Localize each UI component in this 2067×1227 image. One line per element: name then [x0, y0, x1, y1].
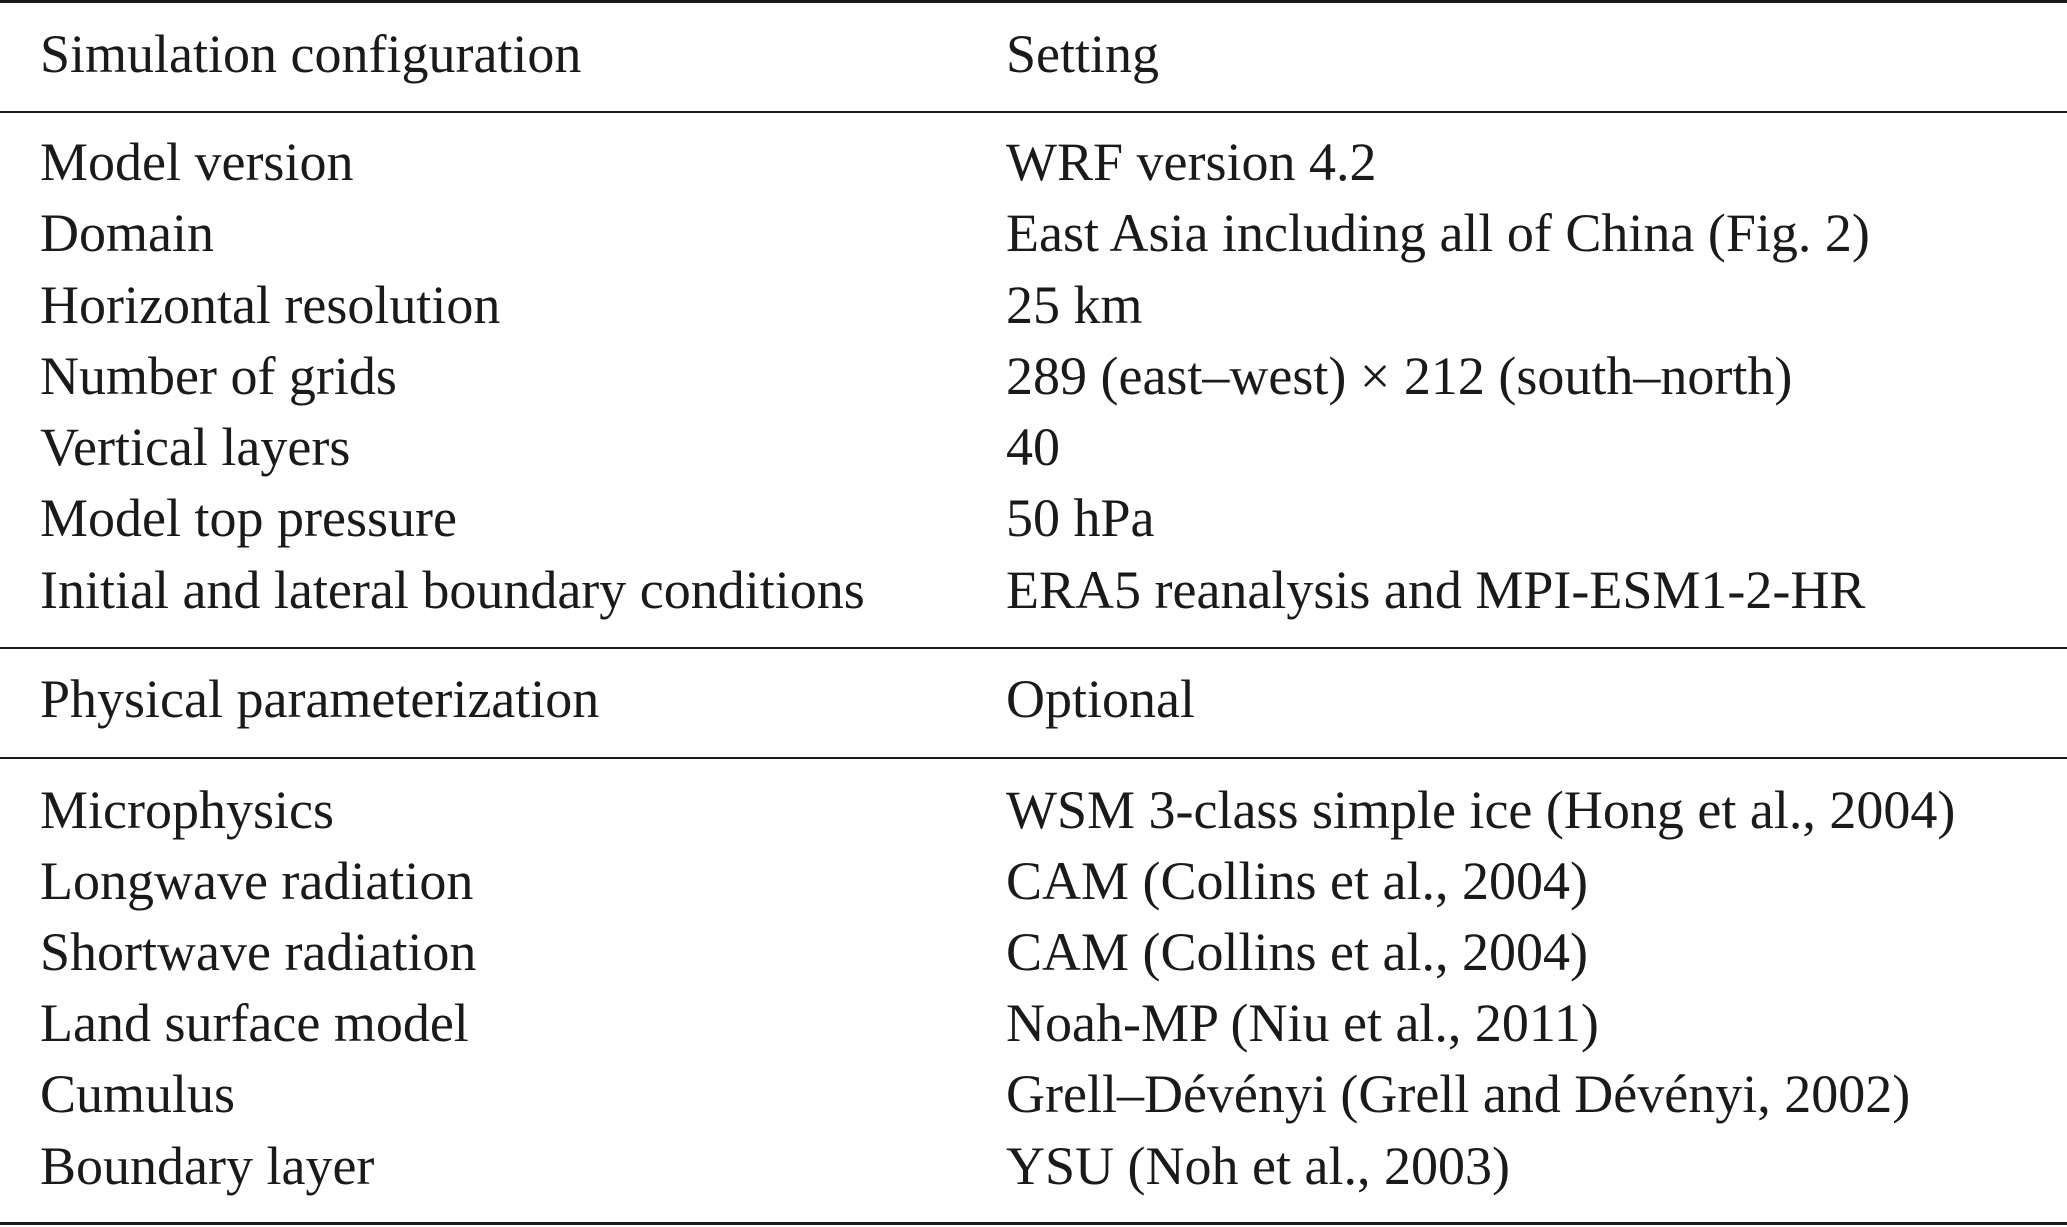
row-value: 25 km — [1006, 275, 1143, 335]
table-row — [0, 341, 2067, 412]
row-value: CAM (Collins et al., 2004) — [1006, 922, 1588, 982]
row-value: ERA5 reanalysis and MPI-ESM1-2-HR — [1006, 560, 1866, 620]
row-value: Noah-MP (Niu et al., 2011) — [1006, 993, 1599, 1053]
header-setting: Setting — [1006, 24, 1160, 84]
table-row — [0, 775, 2067, 846]
row-value: WRF version 4.2 — [1006, 132, 1377, 192]
row-label: Vertical layers — [40, 417, 351, 477]
bottom-rule — [0, 1222, 2067, 1225]
row-value: Grell–Dévényi (Grell and Dévényi, 2002) — [1006, 1064, 1911, 1124]
table-row — [0, 846, 2067, 917]
header1-rule — [0, 111, 2067, 113]
header-simulation-configuration: Simulation configuration — [40, 24, 582, 84]
table-row — [0, 483, 2067, 554]
header-row-physical — [0, 664, 2067, 735]
row-value: East Asia including all of China (Fig. 2) — [1006, 203, 1870, 263]
row-label: Longwave radiation — [40, 851, 474, 911]
header-row-simulation — [0, 19, 2067, 90]
table-row — [0, 555, 2067, 626]
table-row — [0, 1131, 2067, 1202]
row-label: Microphysics — [40, 780, 334, 840]
header-optional: Optional — [1006, 669, 1195, 729]
row-label: Shortwave radiation — [40, 922, 477, 982]
row-value: 289 (east–west) × 212 (south–north) — [1006, 346, 1793, 406]
table-row — [0, 412, 2067, 483]
row-label: Model version — [40, 132, 354, 192]
row-value: CAM (Collins et al., 2004) — [1006, 851, 1588, 911]
row-label: Initial and lateral boundary conditions — [40, 560, 865, 620]
section-divider-rule — [0, 647, 2067, 649]
row-value: 50 hPa — [1006, 488, 1155, 548]
table-row — [0, 198, 2067, 269]
top-rule — [0, 0, 2067, 3]
row-label: Domain — [40, 203, 214, 263]
header2-rule — [0, 757, 2067, 759]
row-value: WSM 3-class simple ice (Hong et al., 2004) — [1006, 780, 1956, 840]
row-label: Land surface model — [40, 993, 469, 1053]
row-value: 40 — [1006, 417, 1060, 477]
row-label: Model top pressure — [40, 488, 457, 548]
table-row — [0, 917, 2067, 988]
row-label: Cumulus — [40, 1064, 236, 1124]
row-label: Horizontal resolution — [40, 275, 501, 335]
header-physical-parameterization: Physical parameterization — [40, 669, 600, 729]
row-label: Boundary layer — [40, 1136, 375, 1196]
table-row — [0, 127, 2067, 198]
table-row — [0, 1059, 2067, 1130]
row-value: YSU (Noh et al., 2003) — [1006, 1136, 1510, 1196]
table-row — [0, 988, 2067, 1059]
row-label: Number of grids — [40, 346, 397, 406]
table-row — [0, 270, 2067, 341]
